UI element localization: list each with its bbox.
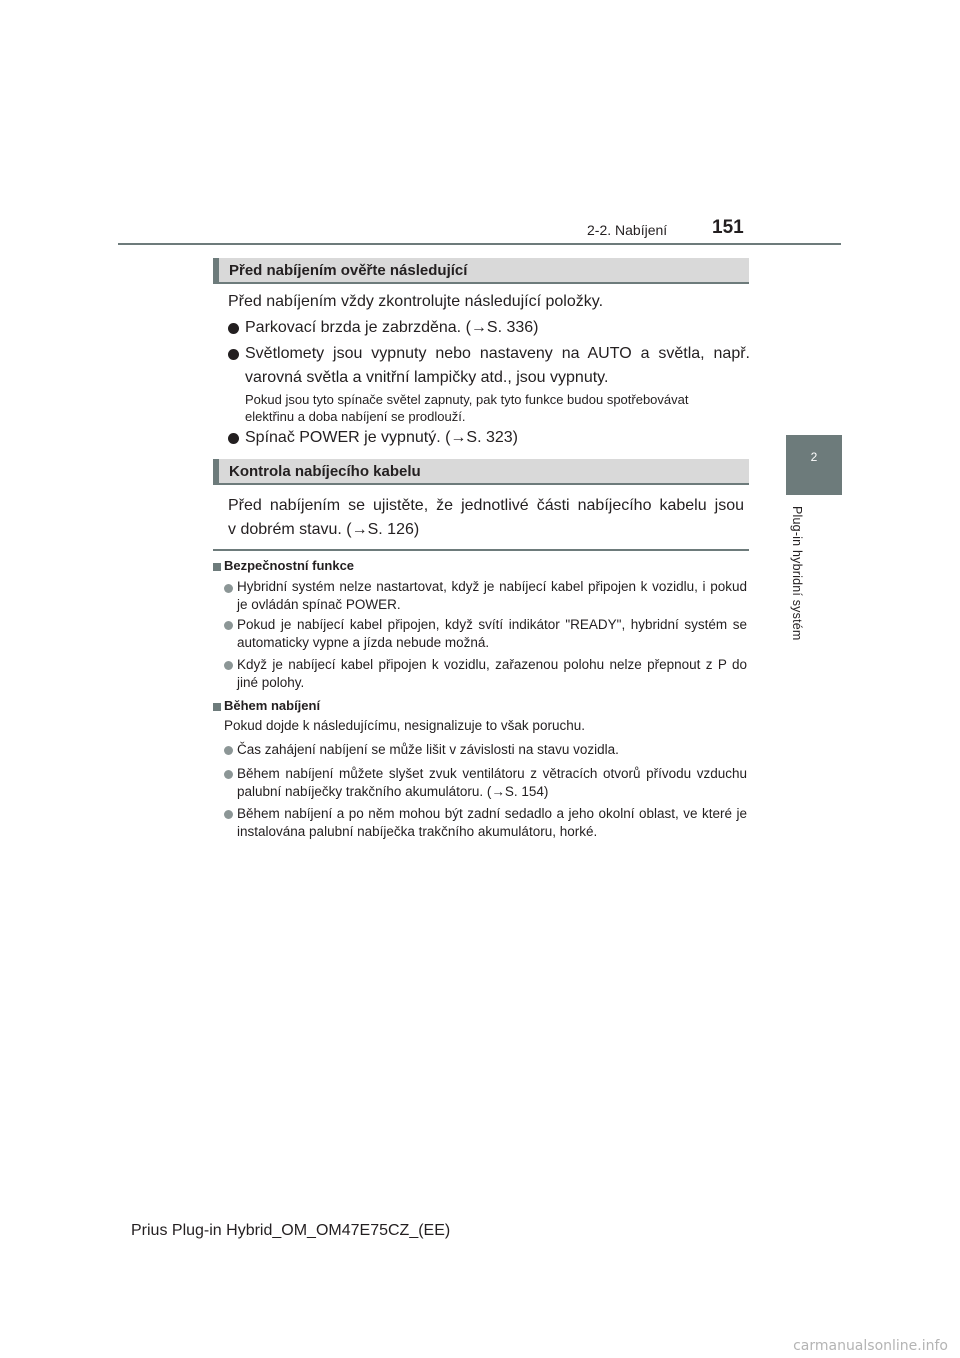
- watermark: carmanualsonline.info: [793, 1338, 948, 1354]
- chapter-number: 2: [810, 450, 818, 464]
- section-text: Před nabíjením se ujistěte, že jednotlivé části nabíjecího kabelu jsou: [228, 497, 744, 514]
- checklist-item-continued: varovná světla a vnitřní lampičky atd., jsou vypnuty.: [245, 369, 609, 386]
- chapter-label: Plug-in hybridní systém: [790, 506, 804, 641]
- section-header: 2-2. Nabíjení: [587, 222, 668, 238]
- note-item: Když je nabíjecí kabel připojen k vozidlu, zařazenou polohu nelze přepnout z P do jiné polohy.: [237, 657, 747, 690]
- notes-divider: [213, 549, 749, 551]
- header-divider: [118, 243, 841, 245]
- checklist-item: Parkovací brzda je zabrzděna. (→S. 336): [245, 319, 539, 336]
- bullet-icon: [224, 810, 233, 819]
- note-heading: Bezpečnostní funkce: [224, 558, 355, 573]
- square-bullet-icon: [213, 563, 221, 571]
- bullet-icon: [224, 584, 233, 593]
- note-item: Během nabíjení a po něm mohou být zadní sedadlo a jeho okolní oblast, ve které je instalována palubní nabíječka trakčního akumulátoru, horké.: [237, 806, 747, 839]
- bullet-icon: [224, 621, 233, 630]
- bullet-icon: [224, 661, 233, 670]
- section-title: Kontrola nabíjecího kabelu: [229, 463, 421, 480]
- bullet-icon: [228, 323, 239, 334]
- section-title: Před nabíjením ověřte následující: [229, 262, 468, 279]
- section-banner-before-charging: [213, 258, 749, 284]
- small-note: Pokud jsou tyto spínače světel zapnuty, pak tyto funkce budou spotřebovávat: [245, 392, 689, 407]
- square-bullet-icon: [213, 703, 221, 711]
- page-number: 151: [712, 217, 744, 238]
- section-intro: Před nabíjením vždy zkontrolujte následující položky.: [228, 293, 604, 310]
- note-item: Hybridní systém nelze nastartovat, když je nabíjecí kabel připojen k vozidlu, i pokud je ovládán spínač POWER.: [237, 579, 747, 612]
- document-footer: Prius Plug-in Hybrid_OM_OM47E75CZ_(EE): [131, 1222, 451, 1239]
- note-item: Čas zahájení nabíjení se může lišit v závislosti na stavu vozidla.: [237, 742, 619, 757]
- checklist-item: Spínač POWER je vypnutý. (→S. 323): [245, 429, 518, 446]
- bullet-icon: [228, 349, 239, 360]
- bullet-icon: [224, 746, 233, 755]
- note-item: Během nabíjení můžete slyšet zvuk ventilátoru z větracích otvorů přívodu vzduchu palubní nabíječky trakčního akumulátoru. (→S. 154): [237, 766, 747, 799]
- bullet-icon: [224, 770, 233, 779]
- note-heading: Během nabíjení: [224, 698, 321, 713]
- note-item: Pokud je nabíjecí kabel připojen, když svítí indikátor "READY", hybridní systém se automaticky vypne a jízda nebude možná.: [237, 617, 747, 650]
- note-intro: Pokud dojde k následujícímu, nesignalizuje to však poruchu.: [224, 718, 585, 733]
- chapter-tab: [786, 435, 842, 495]
- small-note: elektřinu a doba nabíjení se prodlouží.: [245, 409, 466, 424]
- section-banner-cable-check: [213, 459, 749, 485]
- bullet-icon: [228, 433, 239, 444]
- checklist-item: Světlomety jsou vypnuty nebo nastaveny na AUTO a světla, např.: [245, 345, 750, 362]
- section-text: v dobrém stavu. (→S. 126): [228, 521, 420, 538]
